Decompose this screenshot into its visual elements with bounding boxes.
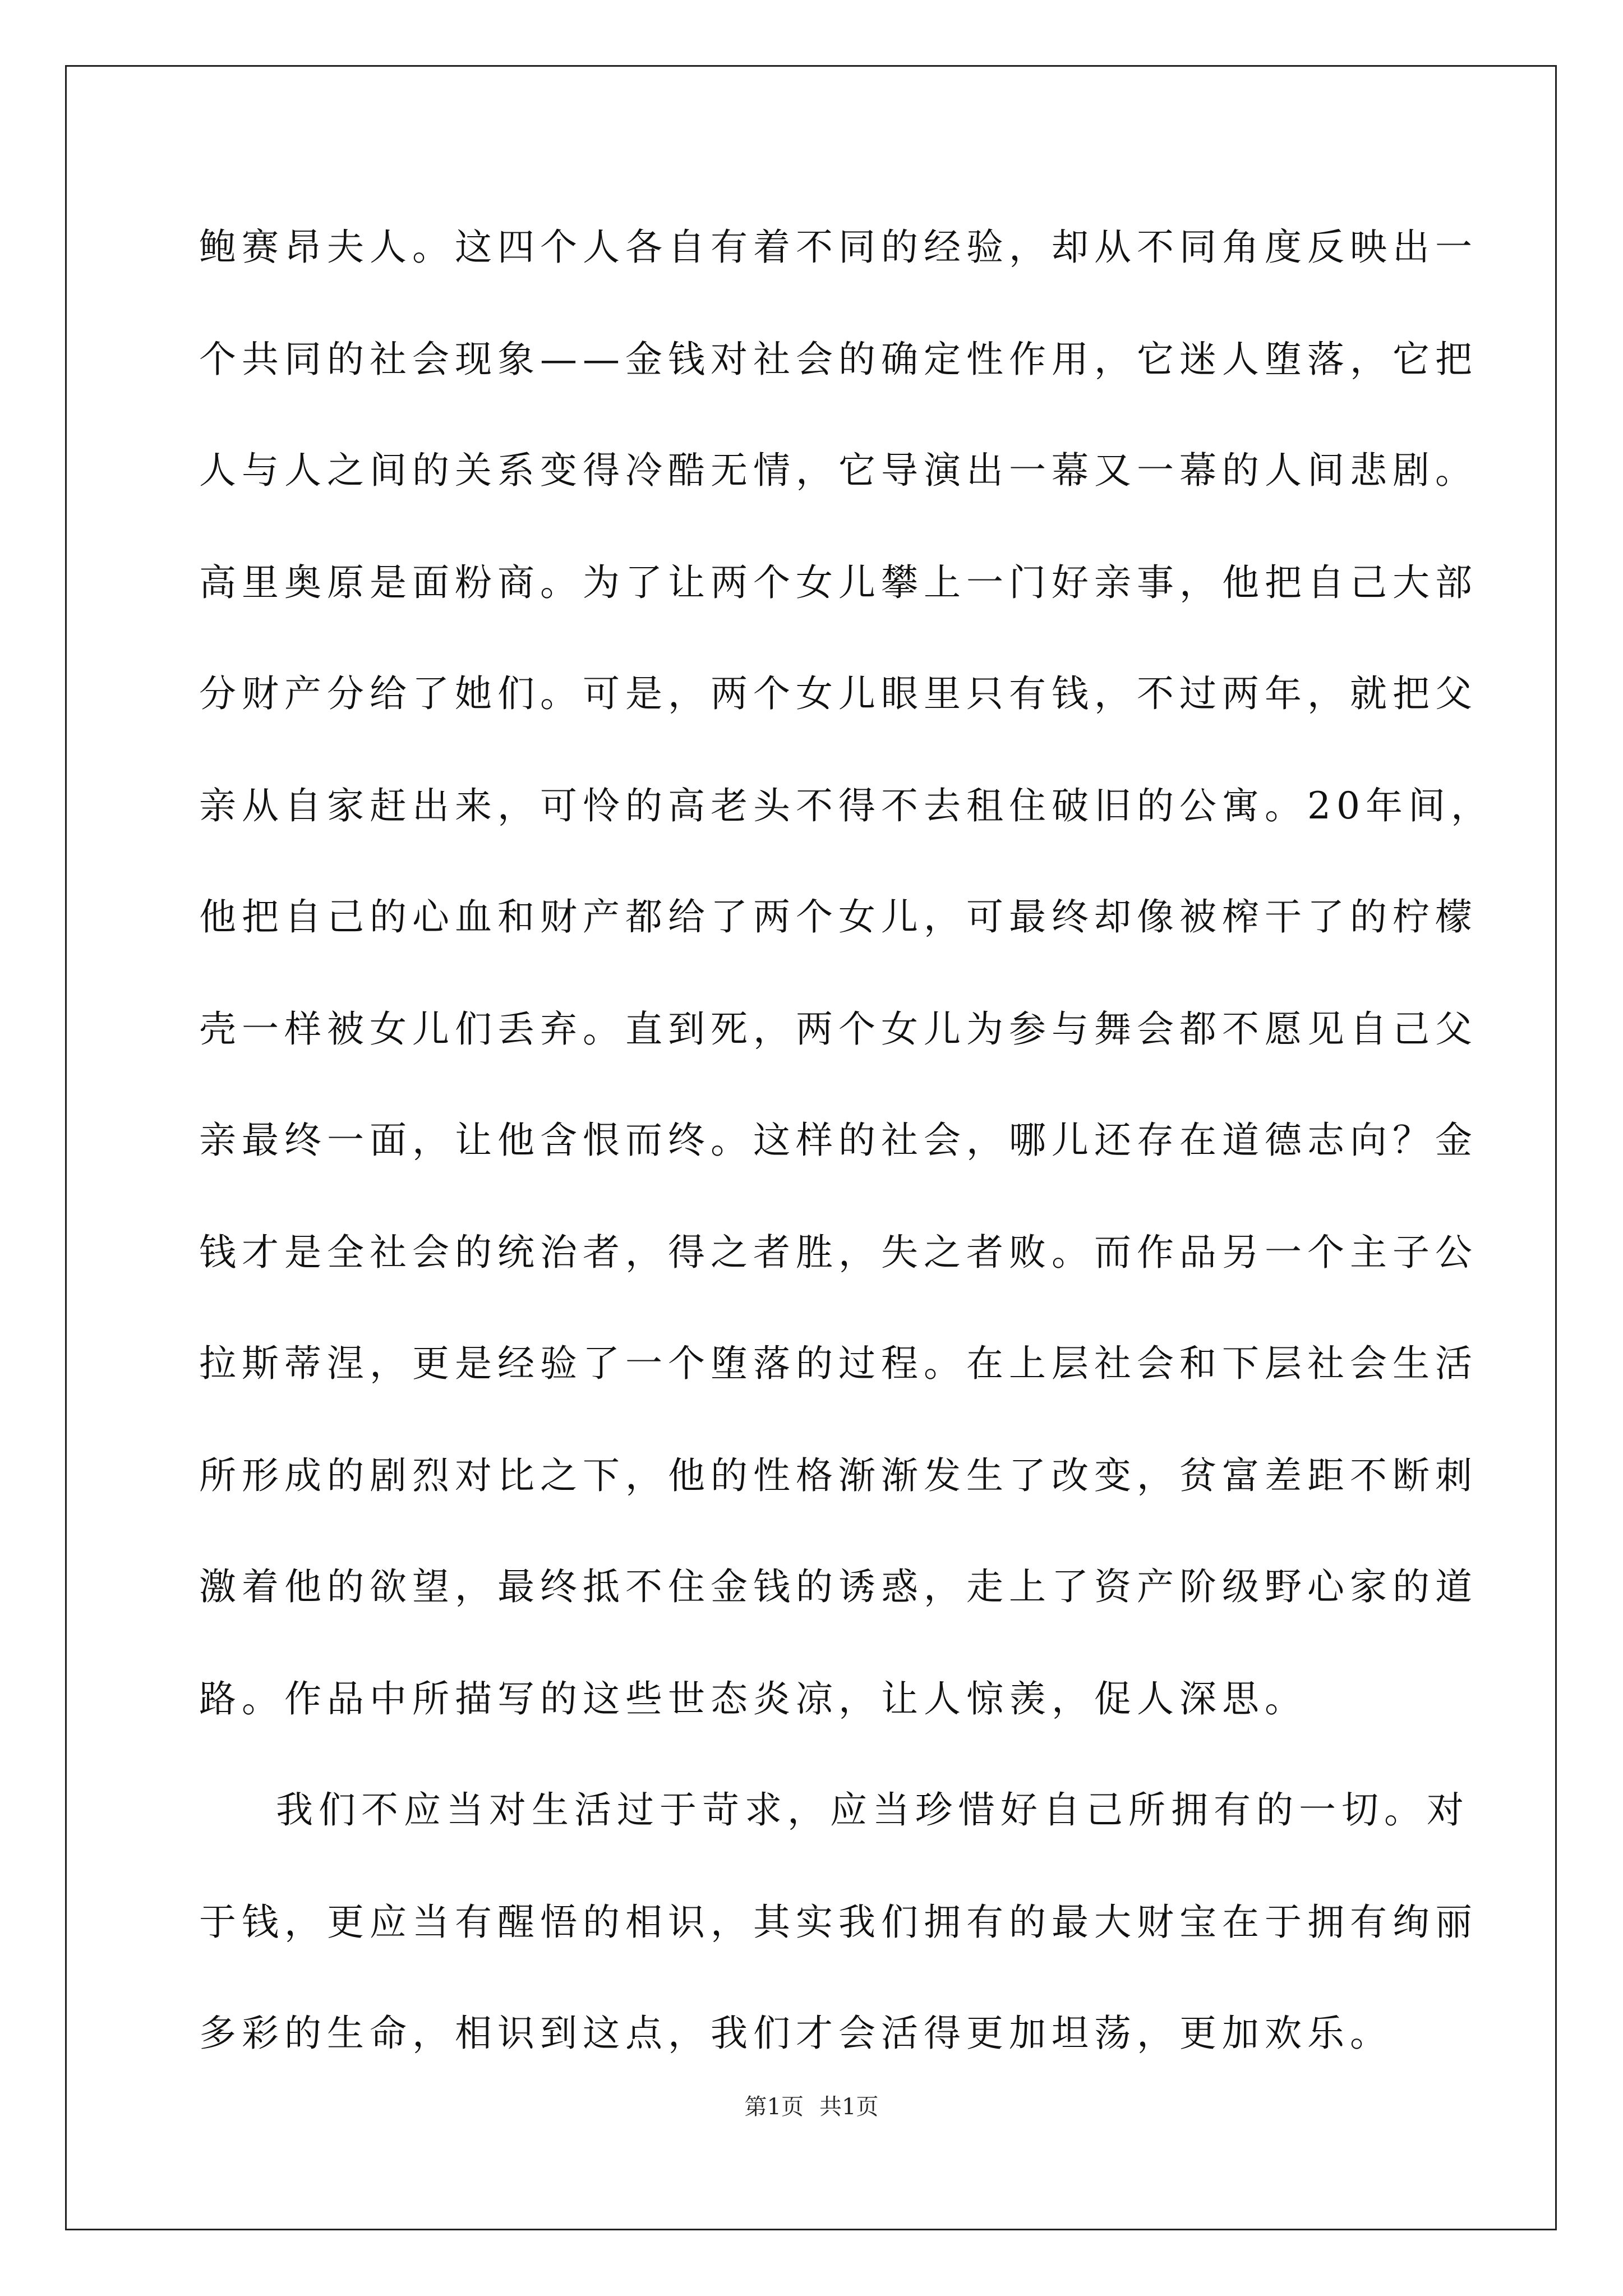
text-line-indented: 我们不应当对生活过于苛求，应当珍惜好自己所拥有的一切。对 [276, 1788, 1469, 1832]
text-line: 亲最终一面，让他含恨而终。这样的社会，哪儿还存在道德志向？金 [199, 1119, 1478, 1162]
text-line: 于钱，更应当有醒悟的相识，其实我们拥有的最大财宝在于拥有绚丽 [199, 1901, 1478, 1944]
text-line: 人与人之间的关系变得冷酷无情，它导演出一幕又一幕的人间悲剧。 [199, 449, 1478, 492]
text-line: 亲从自家赶出来，可怜的高老头不得不去租住破旧的公寓。20年间， [199, 784, 1493, 827]
text-line: 他把自己的心血和财产都给了两个女儿，可最终却像被榨干了的柠檬 [199, 895, 1478, 938]
text-line: 个共同的社会现象——金钱对社会的确定性作用，它迷人堕落，它把 [199, 338, 1478, 381]
text-line: 所形成的剧烈对比之下，他的性格渐渐发生了改变，贫富差距不断刺 [199, 1454, 1478, 1497]
text-line: 高里奥原是面粉商。为了让两个女儿攀上一门好亲事，他把自己大部 [199, 561, 1478, 604]
text-line: 钱才是全社会的统治者，得之者胜，失之者败。而作品另一个主子公 [199, 1231, 1478, 1274]
page-footer [0, 2093, 1623, 2120]
page-number: 第1页 [744, 2094, 804, 2120]
page-total: 共1页 [819, 2094, 879, 2120]
text-line: 鲍赛昂夫人。这四个人各自有着不同的经验，却从不同角度反映出一 [199, 226, 1478, 269]
text-line: 分财产分给了她们。可是，两个女儿眼里只有钱，不过两年，就把父 [199, 672, 1478, 715]
text-line: 拉斯蒂涅，更是经验了一个堕落的过程。在上层社会和下层社会生活 [199, 1342, 1478, 1385]
text-line: 激着他的欲望，最终抵不住金钱的诱惑，走上了资产阶级野心家的道 [199, 1565, 1478, 1608]
text-line: 路。作品中所描写的这些世态炎凉，让人惊羡，促人深思。 [199, 1677, 1307, 1720]
text-line: 壳一样被女儿们丢弃。直到死，两个女儿为参与舞会都不愿见自己父 [199, 1007, 1478, 1051]
text-line: 多彩的生命，相识到这点，我们才会活得更加坦荡，更加欢乐。 [199, 2012, 1393, 2055]
